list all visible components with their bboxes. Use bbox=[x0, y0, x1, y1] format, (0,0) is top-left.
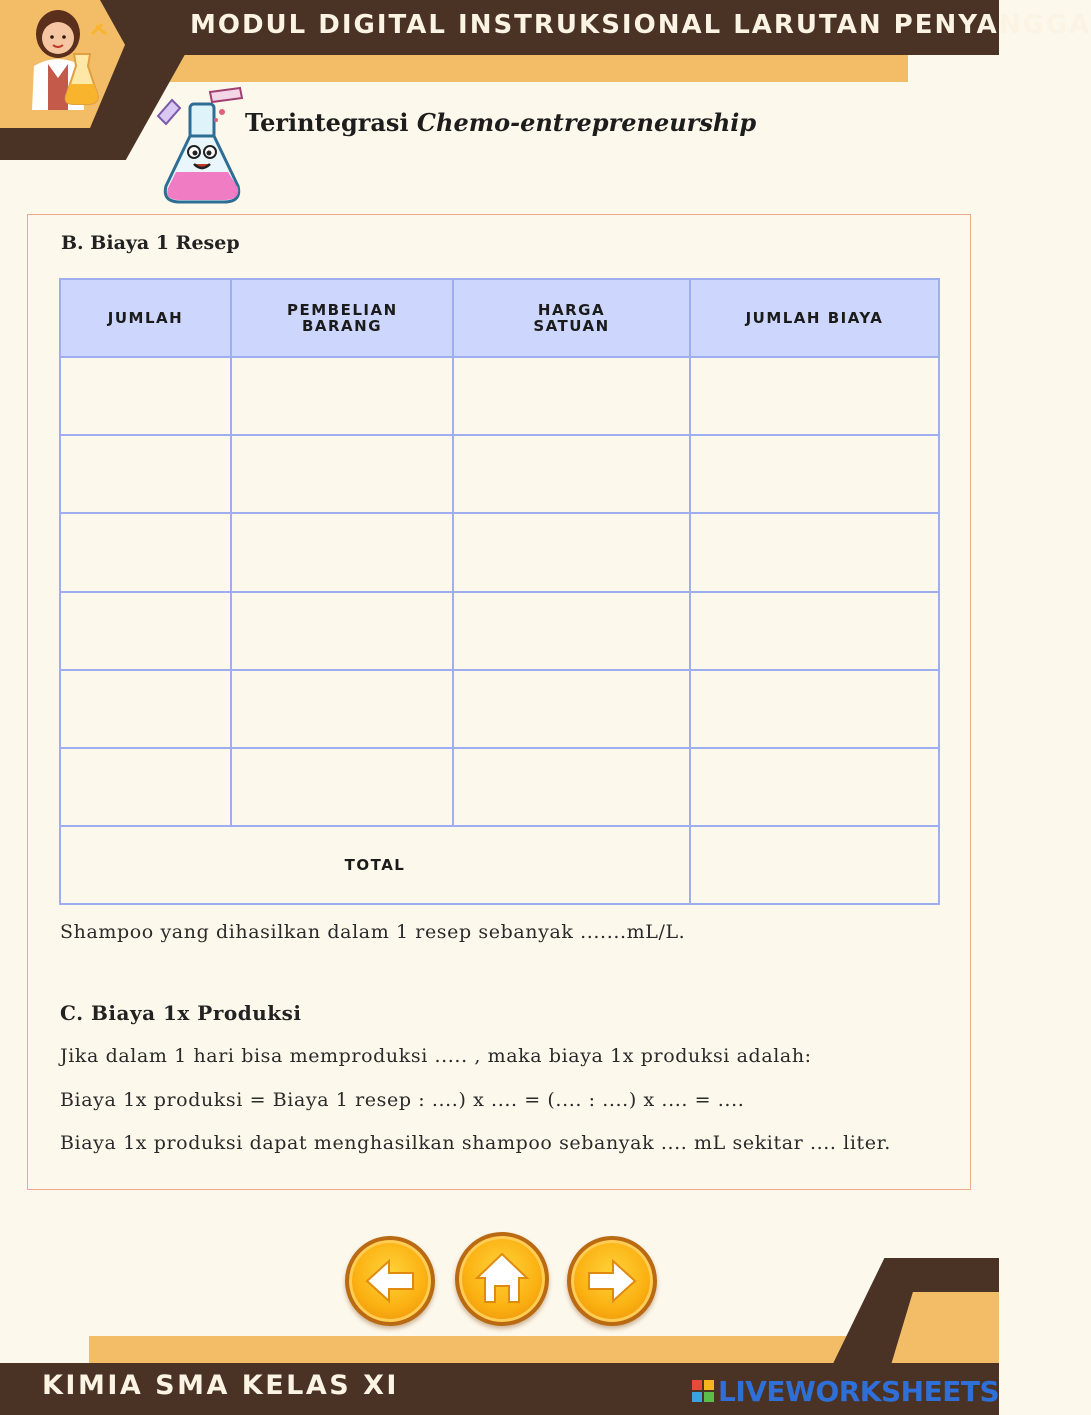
liveworksheets-logo-text: LIVEWORKSHEETS bbox=[718, 1374, 1000, 1408]
table-cell[interactable] bbox=[60, 592, 231, 670]
table-total-row bbox=[60, 826, 939, 904]
home-icon bbox=[459, 1236, 545, 1322]
table-row bbox=[60, 748, 939, 826]
col-header-harga-satuan bbox=[453, 279, 690, 357]
table-cell[interactable] bbox=[690, 670, 939, 748]
liveworksheets-logo[interactable] bbox=[692, 1375, 999, 1407]
arrow-left-icon bbox=[349, 1240, 431, 1322]
section-c-heading: C. Biaya 1x Produksi bbox=[60, 1001, 302, 1025]
table-cell[interactable] bbox=[690, 435, 939, 513]
production-line-1: Jika dalam 1 hari bisa memproduksi ..... , maka biaya 1x produksi adalah: bbox=[60, 1045, 812, 1067]
table-cell[interactable] bbox=[60, 670, 231, 748]
footer-class-label: KIMIA SMA KELAS XI bbox=[42, 1370, 399, 1401]
table-cell[interactable] bbox=[60, 748, 231, 826]
table-cell[interactable] bbox=[453, 513, 690, 591]
table-cell[interactable] bbox=[231, 435, 453, 513]
table-row bbox=[60, 435, 939, 513]
cost-table bbox=[59, 278, 940, 905]
table-cell[interactable] bbox=[690, 513, 939, 591]
table-header-row bbox=[60, 279, 939, 357]
table-row bbox=[60, 357, 939, 435]
table-cell[interactable] bbox=[453, 748, 690, 826]
table-cell[interactable] bbox=[231, 357, 453, 435]
logo-square bbox=[704, 1380, 714, 1390]
flask-mascot-icon bbox=[150, 86, 248, 210]
table-cell[interactable] bbox=[690, 357, 939, 435]
table-cell[interactable] bbox=[453, 670, 690, 748]
shampoo-yield-note: Shampoo yang dihasilkan dalam 1 resep sebanyak .......mL/L. bbox=[60, 921, 686, 943]
col-header-jumlah: JUMLAH bbox=[60, 279, 231, 357]
home-button[interactable] bbox=[455, 1232, 549, 1326]
col-header-harga-text: HARGA SATUAN bbox=[533, 301, 610, 336]
table-cell[interactable] bbox=[690, 592, 939, 670]
header-accent-bar bbox=[125, 55, 908, 82]
table-cell[interactable] bbox=[690, 748, 939, 826]
table-cell[interactable] bbox=[231, 748, 453, 826]
table-cell[interactable] bbox=[231, 513, 453, 591]
col-header-jumlah-biaya: JUMLAH BIAYA bbox=[690, 279, 939, 357]
back-button[interactable] bbox=[345, 1236, 435, 1326]
production-line-2: Biaya 1x produksi = Biaya 1 resep : ....) x .... = (.... : ....) x .... = .... bbox=[60, 1089, 745, 1111]
logo-square bbox=[692, 1380, 702, 1390]
subtitle-plain: Terintegrasi bbox=[245, 108, 417, 137]
liveworksheets-grid-icon bbox=[692, 1380, 714, 1402]
table-cell[interactable] bbox=[231, 670, 453, 748]
total-label: TOTAL bbox=[60, 826, 690, 904]
logo-square bbox=[704, 1392, 714, 1402]
total-value-cell[interactable] bbox=[690, 826, 939, 904]
logo-square bbox=[692, 1392, 702, 1402]
section-b-heading: B. Biaya 1 Resep bbox=[61, 232, 240, 254]
module-title: MODUL DIGITAL INSTRUKSIONAL LARUTAN PENYANGGA bbox=[190, 10, 1091, 40]
col-header-pembelian-barang bbox=[231, 279, 453, 357]
production-line-3: Biaya 1x produksi dapat menghasilkan shampoo sebanyak .... mL sekitar .... liter. bbox=[60, 1132, 891, 1154]
table-cell[interactable] bbox=[60, 513, 231, 591]
table-row bbox=[60, 513, 939, 591]
table-cell[interactable] bbox=[453, 435, 690, 513]
table-cell[interactable] bbox=[60, 435, 231, 513]
module-subtitle bbox=[245, 108, 756, 137]
next-button[interactable] bbox=[567, 1236, 657, 1326]
table-cell[interactable] bbox=[60, 357, 231, 435]
table-row bbox=[60, 592, 939, 670]
teacher-illustration-icon bbox=[18, 4, 110, 112]
table-cell[interactable] bbox=[231, 592, 453, 670]
subtitle-italic: Chemo-entrepreneurship bbox=[416, 108, 757, 137]
table-cell[interactable] bbox=[453, 592, 690, 670]
arrow-right-icon bbox=[571, 1240, 653, 1322]
col-header-pembelian-text: PEMBELIAN BARANG bbox=[287, 301, 398, 336]
table-row bbox=[60, 670, 939, 748]
table-cell[interactable] bbox=[453, 357, 690, 435]
